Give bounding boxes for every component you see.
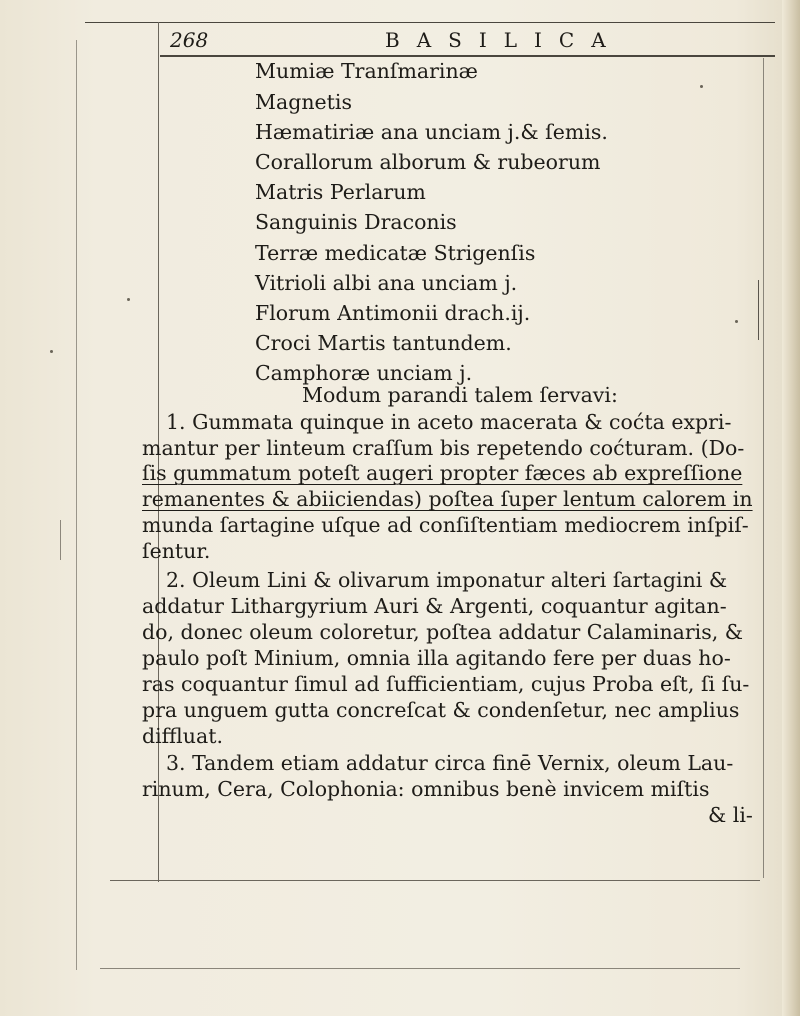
para1-line: ſentur. [142,539,211,563]
bottom-rule [110,880,760,881]
ingredient-line: Magnetis [255,90,352,114]
para2-line: addatur Lithargyrium Auri & Argenti, coquantur agitan- [142,594,727,618]
para2-line: pra unguem gutta concreſcat & condenſetur, nec amplius [142,698,740,722]
ingredient-line: Sanguinis Draconis [255,210,457,234]
para2-line: do, donec oleum coloretur, poſtea addatur Calaminaris, & [142,620,744,644]
ingredient-line: Hæmatiriæ ana unciam j.& ſemis. [255,120,608,144]
lower-rule [100,968,740,969]
ingredient-line: Camphoræ unciam j. [255,361,473,385]
para3-line: rinum, Cera, Colophonia: omnibus benè invicem miſtis [142,777,710,801]
catchword: & li- [708,803,753,827]
ingredient-line: Terræ medicatæ Strigenſis [255,241,536,265]
para1-line: munda ſartagine uſque ad conſiſtentiam mediocrem inſpiſ- [142,513,749,537]
para1-line: mantur per linteum craſſum bis repetendo coćturam. (Do- [142,436,745,460]
margin-mark [758,280,759,340]
right-frame-rule [763,58,764,878]
ingredient-line: Vitrioli albi ana unciam j. [255,271,518,295]
page-edge-shadow [782,0,800,1016]
ingredient-line: Corallorum alborum & rubeorum [255,150,601,174]
margin-mark [60,520,61,560]
page-number: 268 [170,28,209,52]
ingredient-line: Croci Martis tantundem. [255,331,512,355]
ink-speck [127,298,130,301]
ingredient-line: Mumiæ Tranſmarinæ [255,59,478,83]
ingredient-line: Florum Antimonii drach.ij. [255,301,531,325]
outer-left-rule [76,40,77,970]
top-rule [85,22,775,23]
ingredient-line: Matris Perlarum [255,180,426,204]
para2-line: diffluat. [142,724,223,748]
ink-speck [50,350,53,353]
para1-line: remanentes & abiiciendas) poſtea ſuper lentum calorem in [142,487,753,511]
para2-line: ras coquantur ſimul ad ſufficientiam, cujus Proba eſt, ſi ſu- [142,672,750,696]
para2-line: 2. Oleum Lini & olivarum imponatur alteri ſartagini & [166,568,728,592]
para1-line: ſis gummatum poteſt augeri propter fæces ab expreſſione [142,461,743,485]
para1-line: 1. Gummata quinque in aceto macerata & coćta expri- [166,410,732,434]
para3-line: 3. Tandem etiam addatur circa finē Vernix, oleum Lau- [166,751,734,775]
method-heading: Modum parandi talem ſervavi: [302,383,618,407]
running-title: BASILICA [385,28,623,52]
ink-speck [700,85,703,88]
para2-line: paulo poſt Minium, omnia illa agitando fere per duas ho- [142,646,731,670]
ink-speck [735,320,738,323]
